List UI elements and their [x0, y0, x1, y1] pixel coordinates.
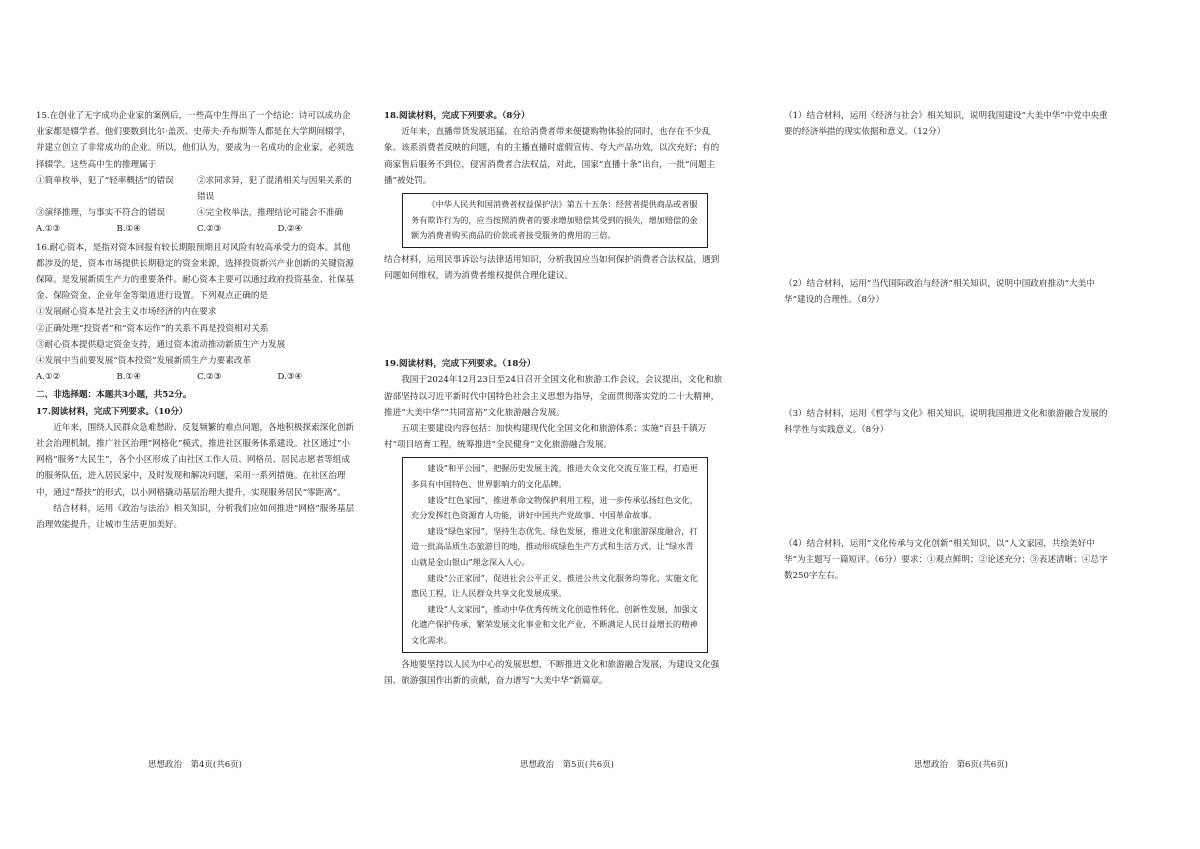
section-heading: 二、非选择题：本题共3小题，共52分。 [36, 390, 192, 401]
option-4: ④完全枚举法，推理结论可能会不准确 [197, 208, 344, 219]
choice-d: D.②④ [277, 224, 303, 235]
question-15-choices [36, 221, 358, 237]
question-17-material: 近年来，围绕人民群众急难愁盼、反复频繁的难点问题，各地积极探索深化创新社会治理机制，推广社区治理“网格化”模式，推进社区服务体系建设。社区通过“小网格”服务“大民生”，各个小区形成了由社区工作人员、网格员、居民志愿者等组成的服务队伍，进入居民家中，及时发现和解决问题，采用一系列措施。在社区治理中，通过“帮扶”的形式，以小网格撬动基层治理大提升，实现服务居民“零距离”。 [36, 422, 354, 498]
question-19-title: 19.阅读材料，完成下列要求。（18分） [384, 359, 536, 370]
page-footer: 思想政治 第5页(共6页) [520, 760, 614, 770]
question-17-title: 17.阅读材料，完成下列要求。（10分） [36, 406, 188, 417]
choice-c: C.②③ [197, 224, 222, 235]
sub-question-3: （3）结合材料，运用《哲学与文化》相关知识，说明我国推进文化和旅游融合发展的科学性与实践意义。（8分） [784, 409, 1108, 436]
choice-c: C.②③ [197, 372, 222, 383]
question-18 [384, 108, 726, 284]
page-5-column [384, 108, 726, 689]
question-16-stem: 16.耐心资本，是指对资本回报有较长期限预期且对风险有较高承受力的资本。其他都涉及的是，资本市场提供长期稳定的资金来源，选择投资新兴产业创新的关键资源保障。是发展新质生产力的重要条件。耐心资本主要可以通过政府投资基金、社保基金、保险资金、企业年金等渠道进行设置。下列观点正确的是 [36, 242, 354, 302]
question-19-intro-2: 五项主要建设内容包括：加快构建现代化全国文化和旅游体系；实施“百县千镇万村”项目培育工程，统筹推进“全民健身”文化旅游融合发展。 [384, 424, 707, 451]
material-box [402, 457, 708, 652]
question-15 [36, 108, 358, 238]
box-item: 建设“人文家园”，推动中华优秀传统文化创造性转化、创新性发展，加强文化遗产保护传承，繁荣发展文化事业和文化产业，不断满足人民日益增长的精神文化需求。 [411, 603, 698, 645]
law-excerpt-box [402, 193, 708, 248]
question-18-task: 结合材料，运用民事诉讼与法律适用知识，分析我国应当如何保护消费者合法权益，遇到问题如何维权，请为消费者维权提供合理化建议。 [384, 254, 720, 281]
question-19-closing: 各地要坚持以人民为中心的发展思想，不断推进文化和旅游融合发展，为建设文化强国、旅游强国作出新的贡献，奋力谱写“大美中华”新篇章。 [384, 659, 720, 686]
question-16-choices [36, 369, 358, 385]
choice-a: A.①② [36, 372, 61, 383]
question-15-options [36, 173, 358, 222]
question-16-options [36, 304, 358, 369]
choice-b: B.①④ [116, 372, 141, 383]
question-18-title: 18.阅读材料，完成下列要求。（8分） [384, 111, 530, 121]
question-18-intro: 近年来，直播带货发展迅猛，在给消费者带来便捷购物体验的同时，也存在不少乱象。该系消费者反映的问题，有的主播直播时虚假宣传、夸大产品功效，以次充好；有的商家售后服务不到位，侵害消费者合法权益，对此，国家“直播十条”出台，一批“问题主播”被处罚。 [384, 127, 720, 186]
box-item: 建设“绿色家园”，坚持生态优先、绿色发展，推进文化和旅游深度融合，打造一批高品质生态旅游目的地，推动形成绿色生产方式和生活方式，让“绿水青山就是金山银山”理念深入人心。 [411, 525, 698, 567]
box-item: 建设“和平公园”，把握历史发展主流，推进大众文化交流互鉴工程，打造更多具有中国特色、世界影响力的文化品牌。 [411, 463, 698, 490]
sub-question-4: （4）结合材料，运用“文化传承与文化创新”相关知识，以“人文家园，共绘美好中华”为主题写一篇短评。（6分）要求：①观点鲜明；②论述充分；③表述清晰；④总字数250字左右。 [784, 539, 1108, 582]
page-footer: 思想政治 第6页(共6页) [914, 760, 1008, 770]
page-4-column [36, 108, 358, 533]
question-16 [36, 240, 358, 386]
choice-a: A.①③ [36, 224, 61, 235]
option-3: ③耐心资本提供稳定资金支持，通过资本流动推动新质生产力发展 [36, 339, 286, 350]
answer-space [384, 284, 726, 356]
question-19 [384, 356, 726, 689]
option-1: ①发展耐心资本是社会主义市场经济的内在要求 [36, 307, 217, 318]
option-1: ①简单枚举，犯了“轻率概括”的错误 [36, 175, 174, 186]
choice-b: B.①④ [116, 224, 141, 235]
question-17-task: 结合材料，运用《政治与法治》相关知识，分析我们应如何推进“网格”服务基层治理效能提升，让城市生活更加美好。 [36, 503, 355, 531]
sub-question-2: （2）结合材料，运用“当代国际政治与经济”相关知识，说明中国政府推动“大美中华”建设的合理性。（8分） [784, 279, 1095, 306]
option-3: ③演绎推理，与事实不符合的错误 [36, 208, 165, 219]
option-2: ②求同求异，犯了混淆相关与因果关系的错误 [197, 175, 352, 203]
question-15-stem: 15.在创业了无字成功企业家的案例后，一些高中生得出了一个结论：诗可以成功企业家都是辍学者。他们要数到比尔·盖茨、史蒂夫·乔布斯等人都是在大学期间辍学，并建立创立了非常成功的企业。所以，他们认为，要成为一名成功的企业家，必须选择辍学。这些高中生的推理属于 [36, 111, 354, 170]
box-item: 建设“红色家园”，推进革命文物保护利用工程，进一步传承弘扬红色文化，充分发挥红色资源育人功能，讲好中国共产党故事、中国革命故事。 [411, 494, 698, 521]
page-footer: 思想政治 第4页(共6页) [148, 760, 242, 770]
option-2: ②正确处理“投资者”和“资本运作”的关系不再是投资相对关系 [36, 323, 269, 334]
option-4: ④发展中当前要发展“资本投资”发展新质生产力要素改革 [36, 356, 252, 367]
choice-d: D.③④ [277, 372, 303, 383]
box-item: 建设“公正家园”，促进社会公平正义，推进公共文化服务均等化，实施文化惠民工程，让人民群众共享文化发展成果。 [411, 572, 698, 599]
question-19-intro: 我国于2024年12月23日至24日召开全国文化和旅游工作会议，会议提出，文化和旅游部坚持以习近平新时代中国特色社会主义思想为指导，全面贯彻落实党的二十大精神，推进“大美中华”“共同富裕”文化旅游融合发展。 [384, 375, 723, 418]
law-excerpt: 《中华人民共和国消费者权益保护法》第五十五条：经营者提供商品或者服务有欺诈行为的，应当按照消费者的要求增加赔偿其受到的损失，增加赔偿的金额为消费者购买商品的价款或者接受服务的费用的三倍。 [411, 199, 698, 241]
question-17 [36, 404, 358, 534]
sub-question-1: （1）结合材料，运用《经济与社会》相关知识，说明我国建设“大美中华”中党中央重要的经济举措的现实依据和意义。（12分） [784, 111, 1108, 138]
